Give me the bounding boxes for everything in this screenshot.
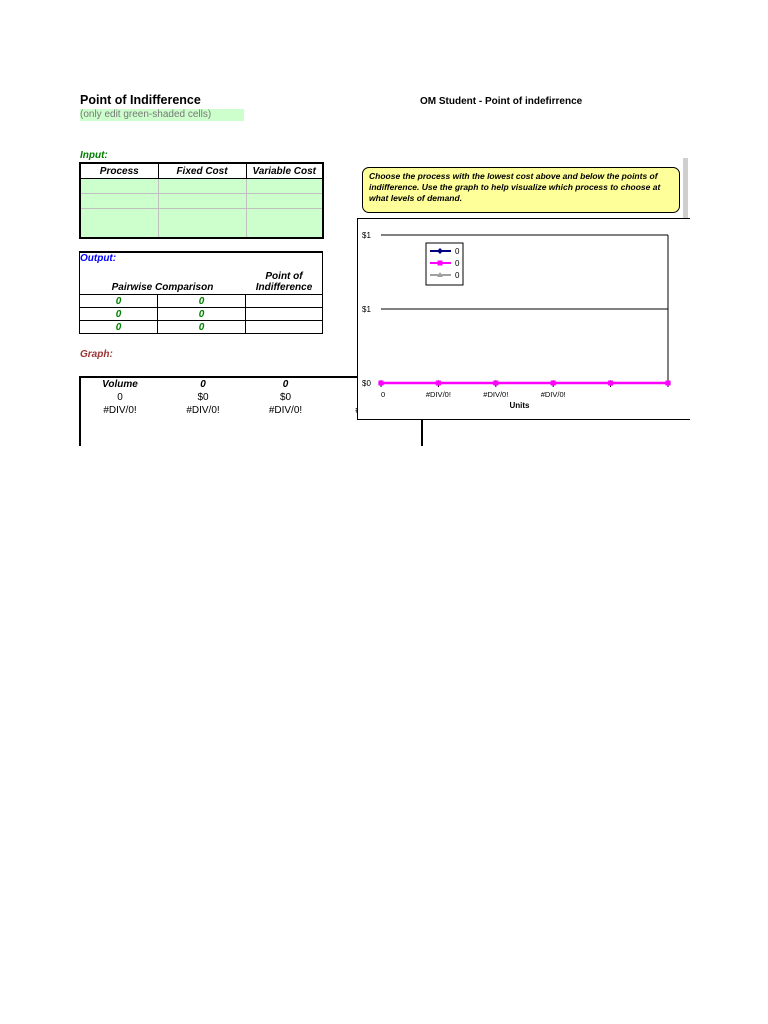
input-cell[interactable] xyxy=(246,194,323,209)
input-table xyxy=(79,162,324,239)
col-fixed-cost: Fixed Cost xyxy=(158,163,246,179)
page-title: Point of Indifference xyxy=(80,93,201,107)
col-variable-cost: Variable Cost xyxy=(246,163,323,179)
volume-value: 0 xyxy=(117,392,123,403)
input-cell[interactable] xyxy=(158,209,246,239)
output-label: Output: xyxy=(80,253,117,264)
legend-label: 0 xyxy=(455,271,460,280)
x-tick-label: #DIV/0! xyxy=(425,390,451,399)
cost-value: #DIV/0! xyxy=(186,405,220,416)
pair-b: 0 xyxy=(158,308,246,321)
input-cell[interactable] xyxy=(246,209,323,239)
cost-value: $0 xyxy=(197,392,209,403)
legend-marker xyxy=(438,261,443,266)
poi-line-1: Point of xyxy=(265,271,303,282)
process-2-header: 0 xyxy=(282,379,289,390)
cost-value: $0 xyxy=(279,392,292,403)
input-cell[interactable] xyxy=(80,179,158,194)
data-point xyxy=(379,381,384,386)
data-point xyxy=(666,381,671,386)
input-cell[interactable] xyxy=(80,209,158,239)
edit-hint: (only edit green-shaded cells) xyxy=(80,109,244,121)
input-cell[interactable] xyxy=(158,194,246,209)
chart-area xyxy=(357,218,690,420)
data-point xyxy=(493,381,498,386)
input-label: Input: xyxy=(80,150,108,161)
graph-label: Graph: xyxy=(80,349,113,360)
table-row xyxy=(80,308,323,321)
x-axis-label: Units xyxy=(509,401,530,410)
pair-a: 0 xyxy=(80,295,158,308)
instruction-callout: Choose the process with the lowest cost above and below the points of indifference. Use the graph to help visualize which process to choose at what levels of demand. xyxy=(362,167,680,213)
data-point xyxy=(436,381,441,386)
input-cell[interactable] xyxy=(246,179,323,194)
poi-line-2: Indifference xyxy=(255,282,313,293)
volume-value: #DIV/0! xyxy=(103,405,137,416)
poi-value xyxy=(246,321,323,334)
sheet-header-title: OM Student - Point of indefirrence xyxy=(420,96,583,107)
table-row xyxy=(80,295,323,308)
x-tick-label: 0 xyxy=(381,390,386,399)
pair-a: 0 xyxy=(80,308,158,321)
process-1-header: 0 xyxy=(200,379,206,390)
x-tick-label: #DIV/0! xyxy=(540,390,566,399)
pair-b: 0 xyxy=(158,295,246,308)
y-tick-label: $0 xyxy=(362,379,371,388)
y-tick-label: $1 xyxy=(362,231,371,240)
data-point xyxy=(608,381,613,386)
col-point-of-indifference xyxy=(246,252,323,295)
cost-value: #DIV/0! xyxy=(268,405,303,416)
col-pairwise-comparison: Pairwise Comparison xyxy=(80,252,246,295)
output-table xyxy=(79,251,323,334)
col-process: Process xyxy=(80,163,158,179)
input-cell[interactable] xyxy=(158,179,246,194)
poi-value xyxy=(246,308,323,321)
legend-label: 0 xyxy=(455,259,460,268)
line-chart xyxy=(358,219,690,419)
x-tick-label: #DIV/0! xyxy=(483,390,509,399)
data-point xyxy=(551,381,556,386)
table-row xyxy=(80,321,323,334)
volume-header: Volume xyxy=(102,379,138,390)
pair-a: 0 xyxy=(80,321,158,334)
legend-label: 0 xyxy=(455,247,460,256)
input-cell[interactable] xyxy=(80,194,158,209)
y-tick-label: $1 xyxy=(362,305,371,314)
pair-b: 0 xyxy=(158,321,246,334)
poi-value xyxy=(246,295,323,308)
